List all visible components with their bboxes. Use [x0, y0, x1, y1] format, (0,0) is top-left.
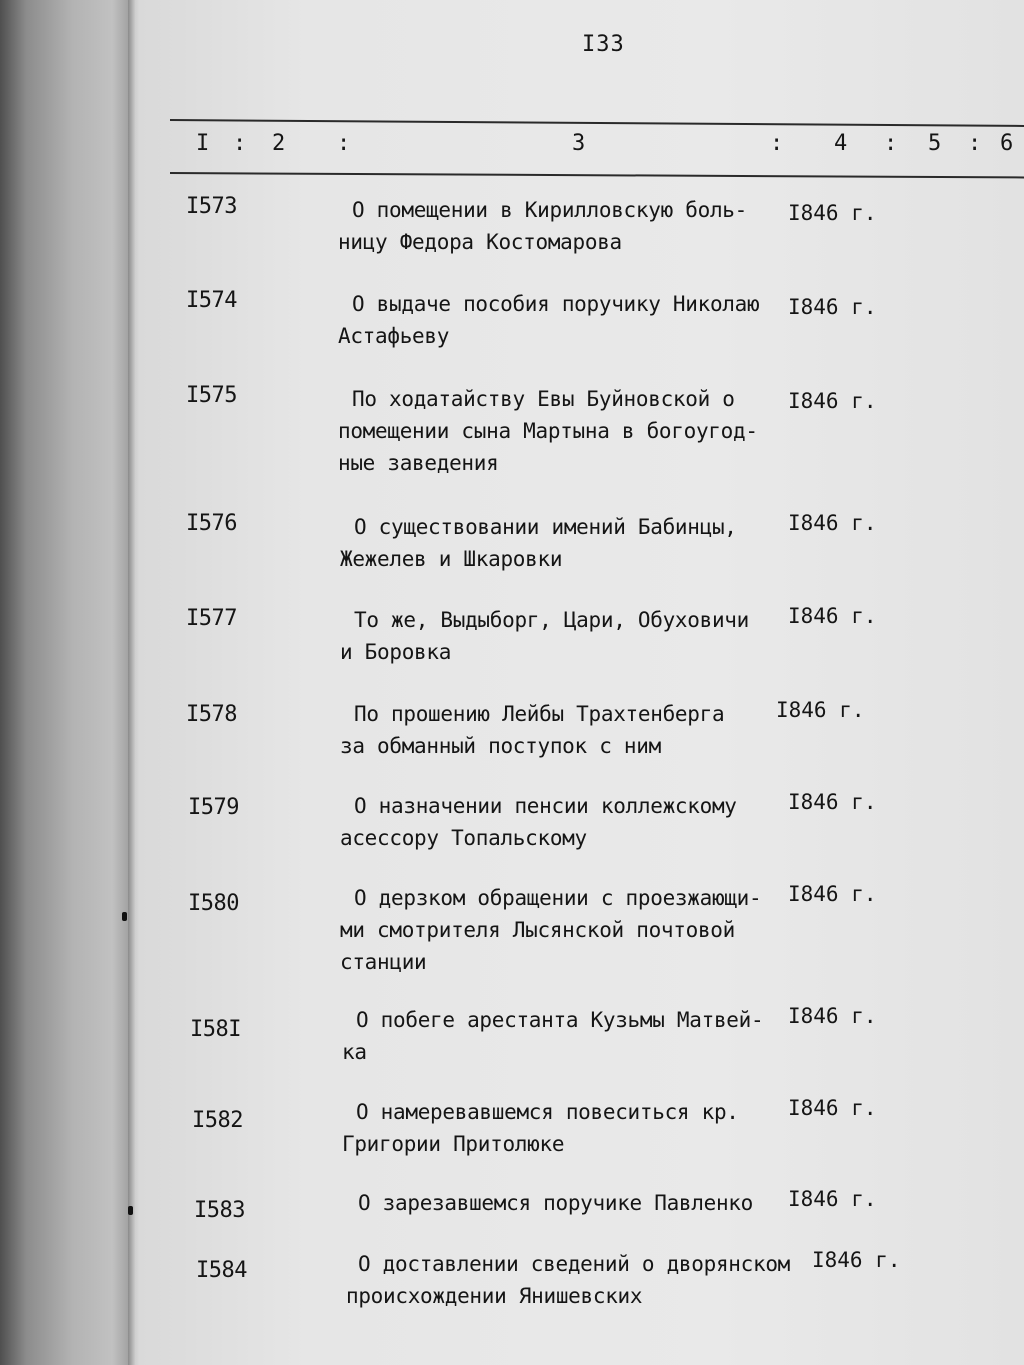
entry-year: I846 г.: [788, 1096, 877, 1120]
entry-title-line: По прошению Лейбы Трахтенберга: [354, 702, 725, 726]
facing-page-edge: [0, 0, 132, 1365]
column-separator: :: [884, 131, 898, 156]
entry-title-line: О дерзком обращении с проезжающи-: [354, 886, 762, 910]
column-header: 6: [1000, 131, 1014, 156]
entry-number: I573: [186, 194, 237, 219]
page-number: I33: [582, 32, 625, 57]
book-gutter: [128, 0, 136, 1365]
entry-year: I846 г.: [788, 389, 877, 413]
entry-title-line: По ходатайству Евы Буйновской о: [352, 387, 735, 411]
entry-title-line: Жежелев и Шкаровки: [340, 547, 563, 571]
entry-title-line: О доставлении сведений о дворянском: [358, 1252, 791, 1276]
entry-title-line: О побеге арестанта Кузьмы Матвей-: [356, 1008, 764, 1032]
entry-title-line: Григории Притолюке: [342, 1132, 565, 1156]
entry-number: I575: [186, 383, 237, 408]
entry-number: I574: [186, 288, 237, 313]
entry-number: I582: [192, 1108, 243, 1133]
entry-year: I846 г.: [788, 604, 877, 628]
header-rule-bottom: [170, 172, 1024, 179]
column-header: 5: [928, 131, 942, 156]
column-separator: :: [968, 131, 982, 156]
entry-title-line: за обманный поступок с ним: [340, 734, 661, 758]
entry-number: I577: [186, 606, 237, 631]
entry-title-line: ка: [342, 1040, 367, 1064]
entry-number: I583: [194, 1198, 245, 1223]
entry-title-line: происхождении Янишевских: [346, 1284, 643, 1308]
entry-title-line: и Боровка: [340, 640, 452, 664]
ink-mark: [122, 912, 127, 921]
column-header: I: [196, 131, 210, 156]
entry-title-line: ми смотрителя Лысянской почтовой: [340, 918, 735, 942]
entry-title-line: О выдаче пособия поручику Николаю: [352, 292, 760, 316]
entry-year: I846 г.: [812, 1248, 901, 1272]
header-rule-top: [170, 119, 1024, 127]
entry-title-line: станции: [340, 950, 427, 974]
entry-title-line: асессору Топальскому: [340, 826, 587, 850]
entry-title-line: Астафьеву: [338, 324, 450, 348]
entry-number: I584: [196, 1258, 247, 1283]
column-separator: :: [337, 131, 351, 156]
entry-year: I846 г.: [788, 790, 877, 814]
ink-mark: [128, 1206, 133, 1215]
entry-number: I580: [188, 891, 239, 916]
entry-year: I846 г.: [788, 882, 877, 906]
column-separator: :: [770, 131, 784, 156]
entry-title-line: То же, Выдыборг, Цари, Обуховичи: [354, 608, 749, 632]
entry-title-line: О назначении пенсии коллежскому: [354, 794, 737, 818]
entry-year: I846 г.: [788, 295, 877, 319]
entry-year: I846 г.: [788, 201, 877, 225]
entry-number: I58I: [190, 1017, 241, 1042]
entry-title-line: О существовании имений Бабинцы,: [354, 515, 737, 539]
entry-title-line: ные заведения: [338, 451, 499, 475]
entry-number: I579: [188, 795, 239, 820]
entry-number: I576: [186, 511, 237, 536]
entry-year: I846 г.: [788, 511, 877, 535]
column-separator: :: [233, 131, 247, 156]
column-header: 2: [272, 131, 286, 156]
entry-year: I846 г.: [776, 698, 865, 722]
column-header: 3: [572, 131, 586, 156]
entry-title-line: О помещении в Кирилловскую боль-: [352, 198, 747, 222]
entry-title-line: О намеревавшемся повеситься кр.: [356, 1100, 739, 1124]
entry-title-line: О зарезавшемся поручике Павленко: [358, 1191, 753, 1215]
column-header: 4: [834, 131, 848, 156]
entry-title-line: ницу Федора Костомарова: [338, 230, 622, 254]
entry-year: I846 г.: [788, 1187, 877, 1211]
entry-title-line: помещении сына Мартына в богоугод-: [338, 419, 758, 443]
entry-number: I578: [186, 702, 237, 727]
entry-year: I846 г.: [788, 1004, 877, 1028]
